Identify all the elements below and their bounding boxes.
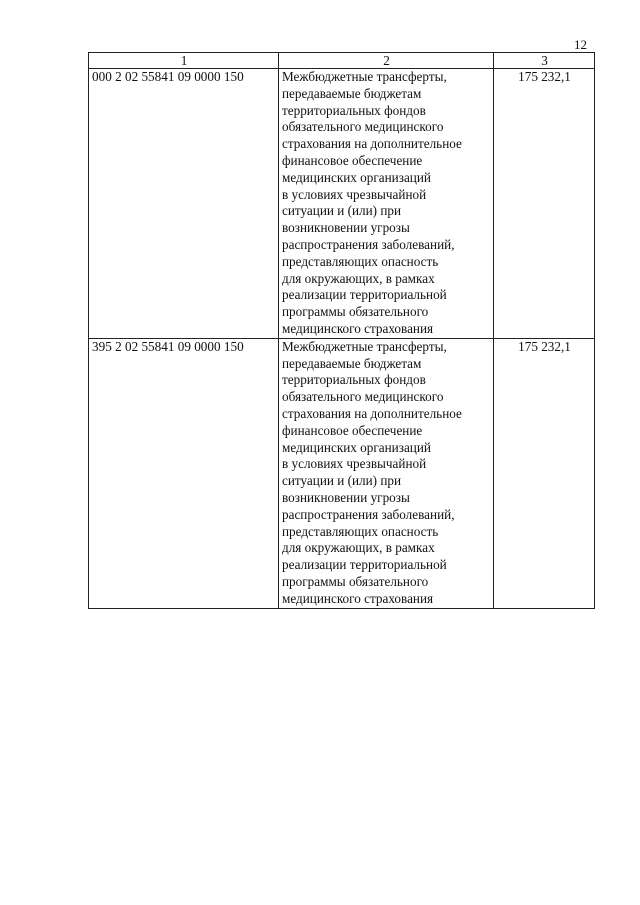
description-line: представляющих опасность: [282, 523, 439, 539]
description-line: для окружающих, в рамках: [282, 270, 435, 286]
column-header-2: 2: [279, 53, 494, 69]
description-cell: [279, 69, 494, 339]
description-line: программы обязательного: [282, 304, 429, 320]
description-line: медицинского страхования: [282, 320, 434, 336]
description-line: передаваемые бюджетам: [282, 85, 422, 101]
description-line: Межбюджетные трансферты,: [282, 338, 447, 354]
description-line: медицинских организаций: [282, 439, 431, 455]
description-line: обязательного медицинского: [282, 119, 444, 135]
description-cell: [279, 338, 494, 608]
description-line: возникновении угрозы: [282, 489, 410, 505]
description-line: финансовое обеспечение: [282, 152, 423, 168]
amount-cell: 175 232,1: [494, 69, 595, 339]
description-line: в условиях чрезвычайной: [282, 186, 427, 202]
table-row: [89, 338, 595, 608]
table-header-row: [89, 53, 595, 69]
description-line: страхования на дополнительное: [282, 405, 462, 421]
budget-table: [88, 52, 595, 609]
description-line: реализации территориальной: [282, 557, 447, 573]
description-line: страхования на дополнительное: [282, 136, 462, 152]
description-line: территориальных фондов: [282, 372, 426, 388]
description-line: ситуации и (или) при: [282, 203, 402, 219]
column-header-3: 3: [494, 53, 595, 69]
column-header-1: 1: [89, 53, 279, 69]
description-line: в условиях чрезвычайной: [282, 456, 427, 472]
description-line: распространения заболеваний,: [282, 506, 455, 522]
page-number: 12: [574, 37, 587, 52]
description-line: финансовое обеспечение: [282, 422, 423, 438]
budget-code-cell: 395 2 02 55841 09 0000 150: [89, 338, 279, 608]
description-line: территориальных фондов: [282, 102, 426, 118]
description-line: ситуации и (или) при: [282, 473, 402, 489]
description-line: передаваемые бюджетам: [282, 355, 422, 371]
description-line: представляющих опасность: [282, 253, 439, 269]
table-row: [89, 69, 595, 339]
amount-cell: 175 232,1: [494, 338, 595, 608]
description-line: возникновении угрозы: [282, 220, 410, 236]
description-line: медицинских организаций: [282, 169, 431, 185]
description-line: программы обязательного: [282, 573, 429, 589]
description-line: медицинского страхования: [282, 590, 434, 606]
description-line: Межбюджетные трансферты,: [282, 69, 447, 84]
description-line: для окружающих, в рамках: [282, 540, 435, 556]
budget-code-cell: 000 2 02 55841 09 0000 150: [89, 69, 279, 339]
description-line: распространения заболеваний,: [282, 236, 455, 252]
description-line: обязательного медицинского: [282, 389, 444, 405]
description-line: реализации территориальной: [282, 287, 447, 303]
